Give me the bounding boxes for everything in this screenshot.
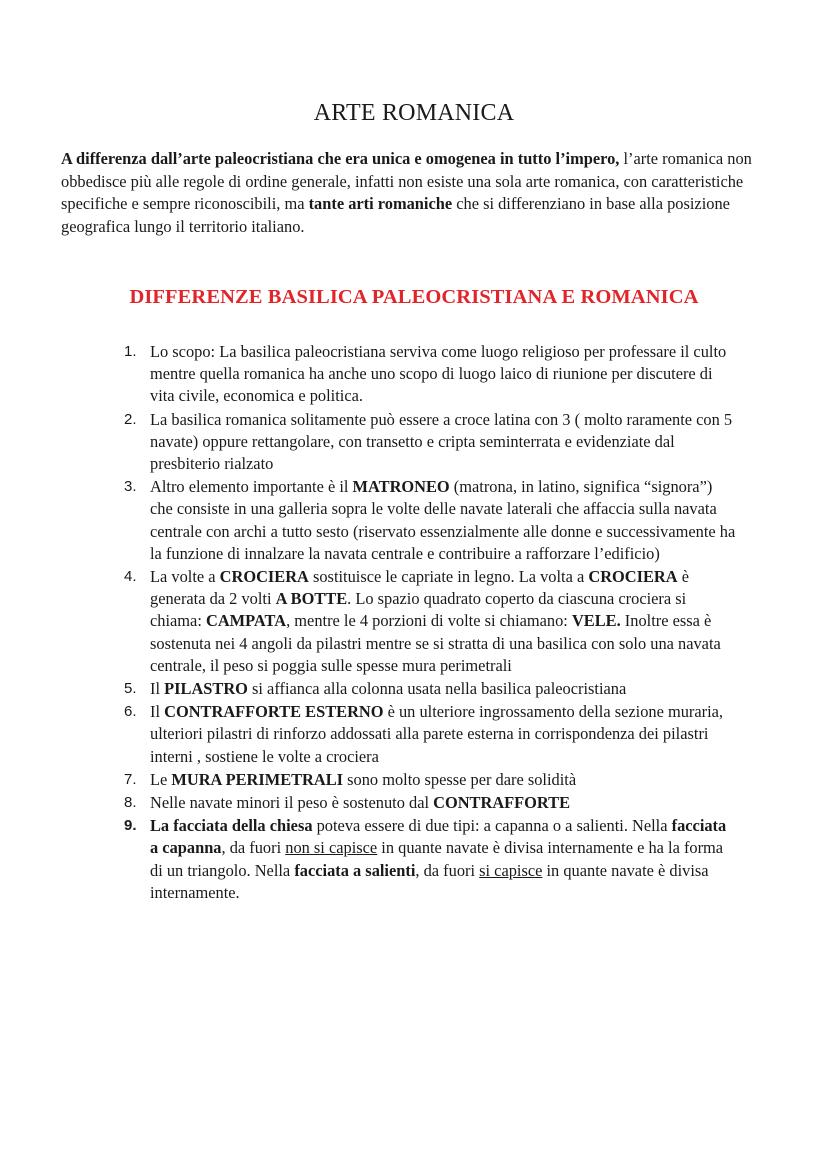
intro-text-2: che si differenziano in base alla posizione geografica lungo il territorio italiano.: [61, 194, 730, 236]
item-text: Inoltre essa è sostenuta nei 4 angoli da pilastri mentre se si stratta di una basilica con solo una navata centrale, il peso si poggia sulle spesse mura perimetrali: [150, 611, 721, 675]
item-text: Il: [150, 679, 165, 699]
item-text: . Lo spazio quadrato coperto da ciascuna crociera si chiama:: [150, 589, 687, 631]
item-bold: MATRONEO: [352, 477, 450, 497]
item-bold: MURA PERIMETRALI: [171, 769, 344, 789]
item-bold: VELE.: [571, 611, 621, 631]
list-item: [0, 792, 736, 814]
section-title: DIFFERENZE BASILICA PALEOCRISTIANA E ROMANICA: [129, 286, 699, 308]
item-bold: A BOTTE: [275, 589, 348, 609]
item-text: è generata da 2 volti: [150, 567, 689, 609]
item-text: Le: [150, 769, 172, 789]
item-text: in quante navate è divisa internamente e ha la forma di un triangolo. Nella: [150, 838, 724, 880]
item-bold: La facciata della chiesa: [150, 816, 313, 836]
item-text: Lo scopo: La basilica paleocristiana serviva come luogo religioso per professare il culto mentre quella romanica ha anche uno scopo di luogo laico di riunione per discutere di vita civile, economica e politica.: [150, 342, 727, 406]
intro-paragraph: [61, 148, 771, 238]
item-bold: CROCIERA: [588, 567, 678, 587]
item-number: 1.: [124, 343, 137, 360]
item-bold: CAMPATA: [205, 611, 287, 631]
item-number: 9.: [124, 817, 137, 835]
item-number: 6.: [124, 703, 137, 721]
item-number: 2.: [124, 410, 137, 428]
list-item: [0, 678, 736, 700]
item-bold: CROCIERA: [219, 567, 309, 587]
intro-text-1: l’arte romanica non obbedisce più alle regole di ordine generale, infatti non esiste una sola arte romanica, con caratteristiche specifiche e sempre riconoscibili, ma: [61, 149, 752, 214]
item-text: Nelle navate minori il peso è sostenuto dal: [150, 793, 434, 813]
intro-bold-lead: A differenza dall’arte paleocristiana che era unica e omogenea in tutto l’impero,: [61, 149, 620, 168]
item-bold: CONTRAFFORTE: [433, 793, 571, 813]
item-text: in quante navate è divisa internamente.: [150, 860, 709, 902]
item-underline: non si capisce: [285, 838, 378, 858]
item-text: , da fuori: [221, 838, 286, 858]
list-item: [0, 815, 736, 904]
item-text: La basilica romanica solitamente può essere a croce latina con 3 ( molto raramente con 5 navate) oppure rettangolare, con transetto e cripta seminterrata e evidenziate dal presbiterio rialzato: [150, 409, 733, 474]
item-number: 3.: [124, 478, 137, 496]
list-item: [0, 341, 736, 408]
item-text: (matrona, in latino, significa “signora”) che consiste in una galleria sopra le volte delle navate laterali che affaccia sulla navata centrale con archi a tutto sesto (riservato essenzialmente alle donne e successivamente ha la funzione di innalzare la navata centrale e contribuire a rafforzare l’edificio): [150, 477, 736, 563]
item-bold: facciata a capanna: [150, 816, 727, 858]
list-item: [0, 701, 736, 768]
item-underline: si capisce: [479, 860, 543, 880]
item-bold: facciata a salienti: [294, 860, 416, 880]
page-title: ARTE ROMANICA: [313, 100, 515, 126]
item-text: , da fuori: [415, 860, 480, 880]
item-text: è un ulteriore ingrossamento della sezione muraria, ulteriori pilastri di rinforzo addossati alla parete esterna in corrispondenza dei pilastri interni , sostiene le volte a crociera: [150, 702, 724, 766]
list-item: [0, 476, 736, 565]
item-number: 7.: [124, 770, 137, 788]
list-item: [0, 769, 736, 791]
item-text: Altro elemento importante è il: [150, 477, 353, 497]
item-text: si affianca alla colonna usata nella basilica paleocristiana: [247, 679, 627, 699]
item-text: sono molto spesse per dare solidità: [343, 769, 577, 789]
intro-bold-2: tante arti romaniche: [308, 194, 453, 214]
item-text: poteva essere di due tipi: a capanna o a salienti. Nella: [312, 816, 672, 836]
item-bold: PILASTRO: [164, 679, 248, 699]
item-number: 8.: [124, 794, 137, 812]
item-text: sostituisce le capriate in legno. La volta a: [308, 567, 589, 587]
item-number: 4.: [124, 568, 137, 586]
item-text: , mentre le 4 porzioni di volte si chiamano:: [286, 611, 572, 631]
list-item: [0, 566, 736, 677]
differences-list: [0, 341, 828, 905]
item-text: Il: [150, 702, 165, 722]
item-bold: CONTRAFFORTE ESTERNO: [164, 702, 384, 722]
item-text: La volte a: [150, 567, 220, 587]
list-item: [0, 409, 736, 476]
item-number: 5.: [124, 680, 137, 698]
